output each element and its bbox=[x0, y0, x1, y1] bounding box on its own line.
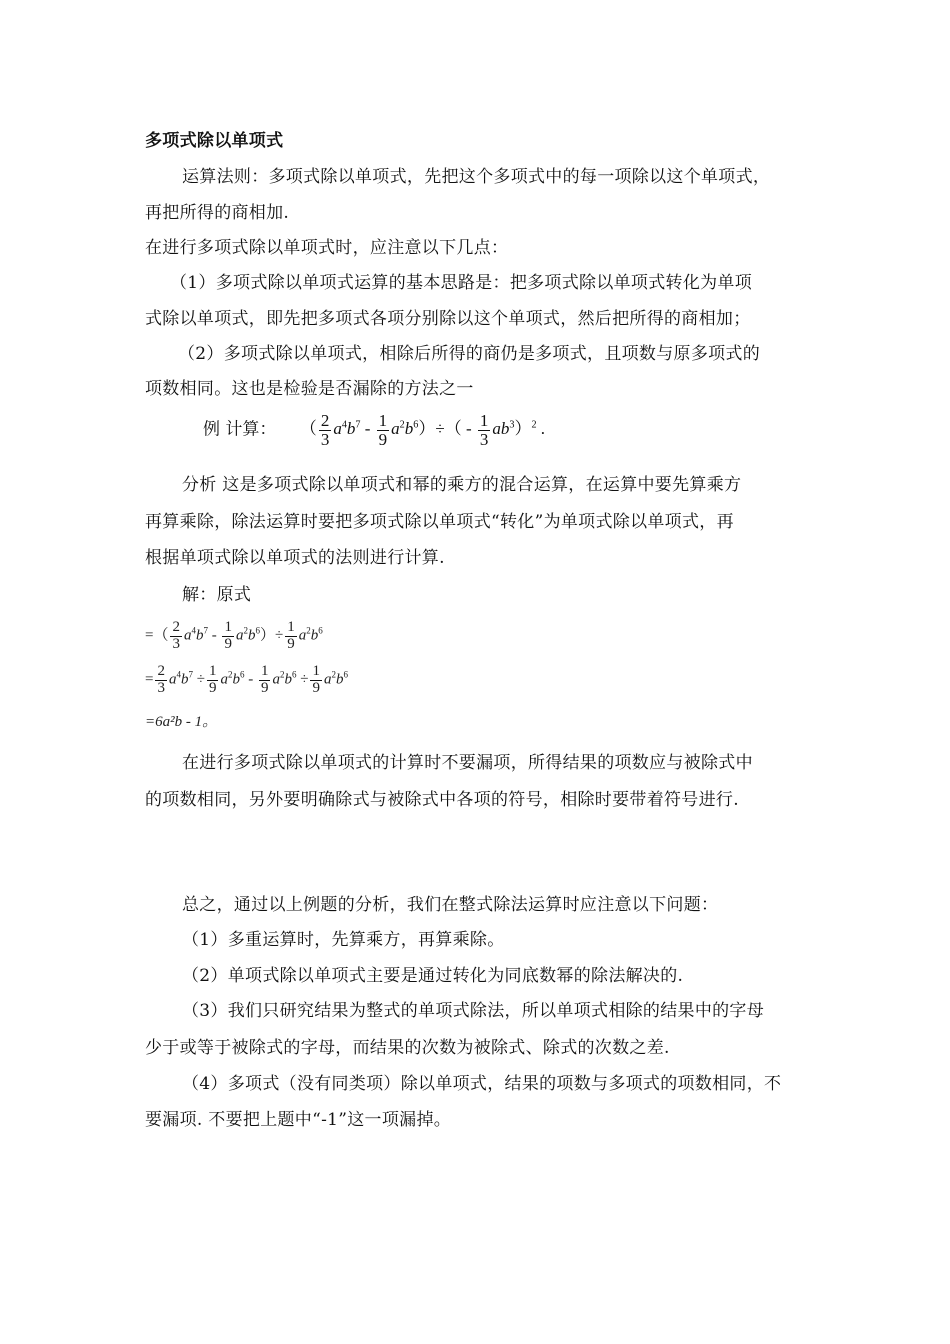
summary-intro: 总之，通过以上例题的分析，我们在整式除法运算时应注意以下问题： bbox=[182, 895, 719, 915]
example-label: 例 计算： bbox=[203, 419, 277, 440]
solution-label: 解：原式 bbox=[182, 585, 252, 605]
section-title: 多项式除以单项式 bbox=[145, 131, 284, 151]
rule-line-2: 再把所得的商相加. bbox=[145, 203, 290, 223]
remark-line-1: 在进行多项式除以单项式的计算时不要漏项，所得结果的项数应与被除式中 bbox=[182, 753, 753, 773]
solution-step-1: =（ $\frac{2}{3}$ $a^4b^7$ - $\frac{1}{9}$ $a^2b^6)\div$ $\frac{1}{9}$ $a^2b^6$ bbox=[145, 619, 323, 652]
remark-line-2: 的项数相同，另外要明确除式与被除式中各项的符号，相除时要带着符号进行. bbox=[145, 790, 739, 810]
summary-item-4-line-2: 要漏项. 不要把上题中“-1”这一项漏掉。 bbox=[145, 1110, 452, 1130]
summary-item-2: （2）单项式除以单项式主要是通过转化为同底数幂的除法解决的. bbox=[182, 966, 684, 986]
note2-line-1: （2）多项式除以单项式，相除后所得的商仍是多项式，且项数与原多项式的 bbox=[178, 344, 761, 364]
analysis-line-3: 根据单项式除以单项式的法则进行计算. bbox=[145, 548, 445, 568]
notes-intro: 在进行多项式除以单项式时，应注意以下几点： bbox=[145, 238, 509, 258]
summary-item-3-line-2: 少于或等于被除式的字母，而结果的次数为被除式、除式的次数之差. bbox=[145, 1038, 670, 1058]
summary-item-4-line-1: （4）多项式（没有同类项）除以单项式，结果的项数与多项式的项数相同，不 bbox=[182, 1074, 782, 1094]
solution-result: =6a²b - 1。 bbox=[145, 714, 218, 730]
note1-line-1: （1）多项式除以单项式运算的基本思路是：把多项式除以单项式转化为单项 bbox=[170, 273, 753, 293]
summary-item-3-line-1: （3）我们只研究结果为整式的单项式除法，所以单项式相除的结果中的字母 bbox=[182, 1001, 765, 1021]
solution-step-2: = $\frac{2}{3}$ $a^4b^7$ ÷ $\frac{1}{9}$ $a^2b^6$ - $\frac{1}{9}$ $a^2b^6$ ÷ $\frac{1}{9}$ $a^2b^6$ bbox=[145, 663, 348, 696]
example-expression: 例 计算： （ $\frac{2}{3}$ $a^4b^7$ - $\frac{1}{9}$ $a^2b^6)\div$（ - $\frac{1}{3}$ $ab^3)^2$ . bbox=[203, 411, 546, 449]
analysis-line-2: 再算乘除，除法运算时要把多项式除以单项式“转化”为单项式除以单项式，再 bbox=[145, 512, 734, 532]
note2-line-2: 项数相同。这也是检验是否漏除的方法之一 bbox=[145, 379, 474, 399]
summary-item-1: （1）多重运算时，先算乘方，再算乘除。 bbox=[182, 930, 505, 950]
note1-line-2: 式除以单项式，即先把多项式各项分别除以这个单项式，然后把所得的商相加； bbox=[145, 309, 751, 329]
rule-line-1: 运算法则：多项式除以单项式，先把这个多项式中的每一项除以这个单项式， bbox=[182, 167, 771, 187]
analysis-line-1: 分析 这是多项式除以单项式和幂的乘方的混合运算，在运算中要先算乘方 bbox=[182, 475, 742, 495]
